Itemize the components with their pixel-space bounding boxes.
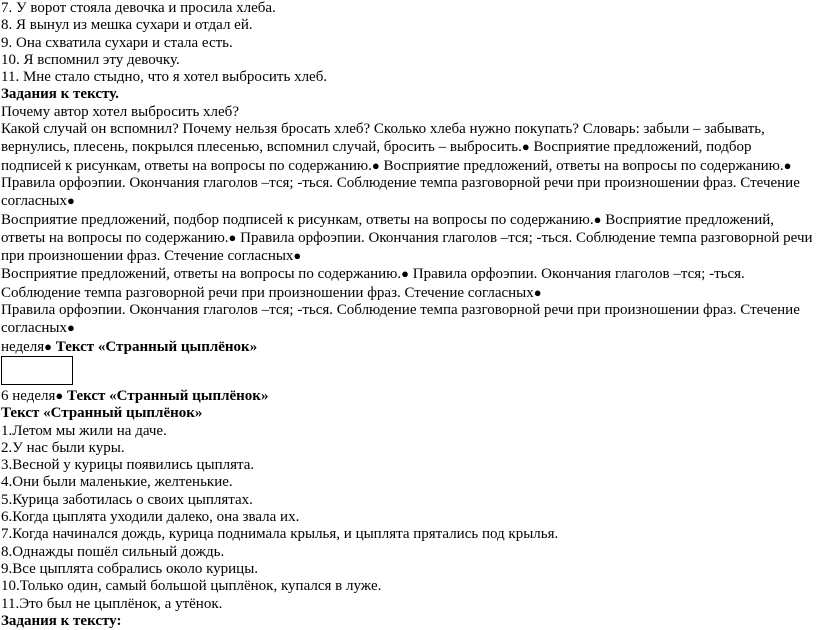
paragraph-text: Правила орфоэпии. Окончания глаголов –тся; -ться. Соблюдение темпа разговорной речи при произношении фраз. Стечение согласных bbox=[1, 266, 745, 301]
paragraph-text: Восприятие предложений, ответы на вопросы по содержанию. bbox=[379, 157, 784, 174]
story-line: 8.Однажды пошёл сильный дождь. bbox=[1, 543, 225, 560]
paragraph-vocabulary bbox=[1, 121, 813, 210]
paragraph-text: Правила орфоэпии. Окончания глаголов –тся; -ться. Соблюдение темпа разговорной речи при произношении фраз. Стечение согласных bbox=[1, 229, 813, 265]
bullet-icon: ● bbox=[593, 211, 602, 227]
story-line: 9. Она схватила сухари и стала есть. bbox=[1, 34, 233, 51]
week-6-line bbox=[1, 387, 816, 405]
story-line: 1.Летом мы жили на даче. bbox=[1, 422, 167, 439]
paragraph-text: Восприятие предложений, ответы на вопросы по содержанию. bbox=[1, 266, 402, 283]
paragraph-text: Восприятие предложений, подбор подписей к рисункам, ответы на вопросы по содержанию. bbox=[1, 211, 594, 228]
paragraph-text: Правила орфоэпии. Окончания глаголов –тся; -ться. Соблюдение темпа разговорной речи при произношении фраз. Стечение согласных bbox=[1, 302, 800, 337]
tasks-heading: Задания к тексту: bbox=[1, 612, 122, 629]
story-line: 7. У ворот стояла девочка и просила хлеба. bbox=[1, 0, 276, 16]
paragraph-text: Восприятие предложений, ответы на вопросы по содержанию. bbox=[1, 211, 775, 246]
story-line: 10. Я вспомнил эту девочку. bbox=[1, 51, 180, 68]
tasks-heading: Задания к тексту. bbox=[1, 86, 119, 103]
bullet-icon: ● bbox=[66, 193, 75, 209]
bullet-icon: ● bbox=[371, 157, 380, 173]
week-label: неделя bbox=[1, 338, 45, 355]
paragraph-questions bbox=[1, 265, 813, 302]
text-title-inline: Текст «Странный цыплёнок» bbox=[63, 387, 269, 404]
paragraph-text: Восприятие предложений, подбор подписей к рисункам, ответы на вопросы по содержанию. bbox=[1, 139, 752, 174]
bullet-icon: ● bbox=[533, 284, 542, 300]
bullet-icon: ● bbox=[44, 338, 53, 354]
paragraph-text: Какой случай он вспомнил? Почему нельзя бросать хлеб? Сколько хлеба нужно покупать? Словарь: забыли – забывать, вернулись, плесень, покрылся плесенью, вспомнил случай, бросить – выбросить. bbox=[1, 121, 765, 156]
story-line: 9.Все цыплята собрались около курицы. bbox=[1, 560, 259, 577]
bullet-icon: ● bbox=[55, 387, 64, 403]
story-line: 6.Когда цыплята уходили далеко, она звала их. bbox=[1, 509, 300, 526]
text-title: Текст «Странный цыплёнок» bbox=[1, 405, 203, 422]
story-line: 5.Курица заботилась о своих цыплятах. bbox=[1, 491, 253, 508]
story-line: 7.Когда начинался дождь, курица поднимала крылья, и цыплята прятались под крылья. bbox=[1, 526, 559, 543]
story-end-lines bbox=[1, 0, 816, 86]
week-label: 6 неделя bbox=[1, 387, 56, 404]
paragraph-perception bbox=[1, 211, 813, 266]
story-line: 11.Это был не цыплёнок, а утёнок. bbox=[1, 595, 223, 612]
story-line: 3.Весной у курицы появились цыплята. bbox=[1, 457, 255, 474]
question-line: Почему автор хотел выбросить хлеб? bbox=[1, 103, 239, 120]
bullet-icon: ● bbox=[293, 248, 302, 264]
text-title-inline: Текст «Странный цыплёнок» bbox=[52, 338, 258, 355]
story-lines bbox=[1, 423, 816, 613]
story-line: 8. Я вынул из мешка сухари и отдал ей. bbox=[1, 17, 253, 34]
story-line: 11. Мне стало стыдно, что я хотел выбросить хлеб. bbox=[1, 69, 328, 86]
bullet-icon: ● bbox=[521, 139, 530, 155]
story-line: 10.Только один, самый большой цыплёнок, купался в луже. bbox=[1, 578, 382, 595]
bullet-icon: ● bbox=[783, 157, 792, 173]
story-line: 4.Они были маленькие, желтенькие. bbox=[1, 474, 233, 491]
bullet-icon: ● bbox=[228, 229, 237, 245]
bullet-icon: ● bbox=[66, 320, 75, 336]
paragraph-text: Правила орфоэпии. Окончания глаголов –тся; -ться. Соблюдение темпа разговорной речи при произношении фраз. Стечение согласных bbox=[1, 174, 800, 210]
story-line: 2.У нас были куры. bbox=[1, 439, 125, 456]
paragraph-orthoepy bbox=[1, 302, 813, 356]
empty-table-cell bbox=[1, 356, 73, 385]
bullet-icon: ● bbox=[401, 266, 409, 282]
